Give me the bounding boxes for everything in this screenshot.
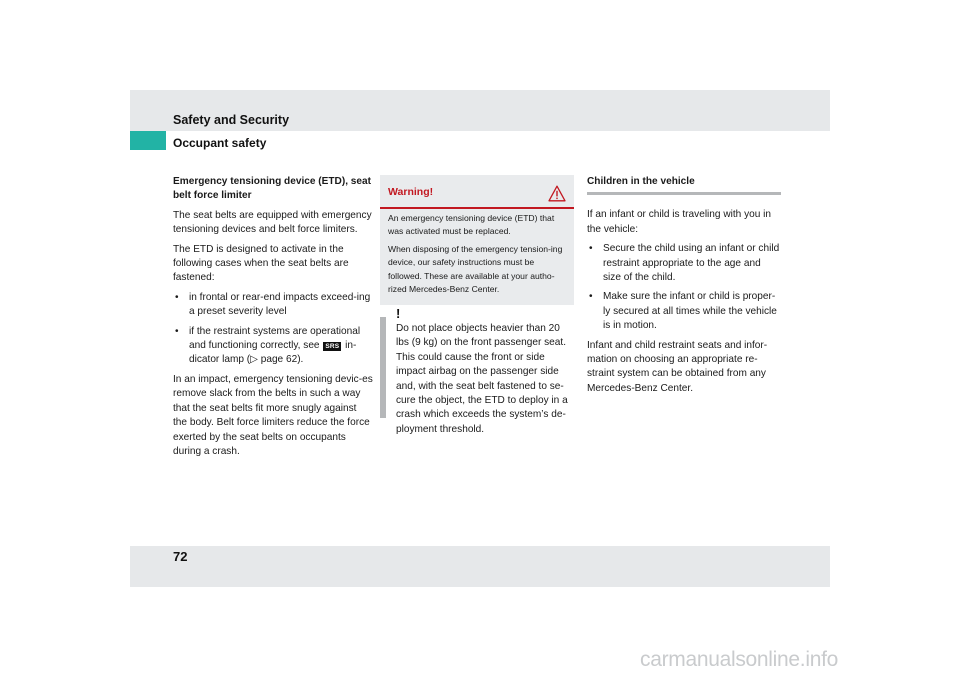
etd-heading: Emergency tensioning device (ETD), seat belt force limiter bbox=[173, 176, 372, 202]
warning-body bbox=[388, 212, 568, 300]
bullet-icon: • bbox=[175, 291, 179, 303]
list-item bbox=[587, 290, 781, 333]
bullet-icon: • bbox=[175, 325, 179, 337]
list-item bbox=[173, 291, 373, 320]
column-children bbox=[587, 175, 781, 401]
page-number: 72 bbox=[173, 549, 188, 564]
bullet-icon: • bbox=[589, 243, 593, 255]
section-title: Safety and Security bbox=[173, 113, 290, 127]
children-paragraph-2: Infant and child restraint seats and infor-mation on choosing an appropriate re-straint system can be obtained from any Mercedes-Benz Center. bbox=[587, 339, 768, 394]
notice-text: Do not place objects heavier than 20 lbs (9 kg) on the front passenger seat. This could cause the front or side impact airbag on the passenger side and, with the seat belt fastened to se-cure the object, the ETD to deploy in a crash which exceeds the system’s de-ployment threshold. bbox=[396, 323, 568, 435]
children-bullet-list bbox=[587, 242, 781, 333]
list-item-text-suffix: in-dicator lamp (▷ page 62). bbox=[189, 340, 357, 366]
list-item-text: Secure the child using an infant or child restraint appropriate to the age and size of the child. bbox=[603, 243, 780, 284]
watermark-text: carmanualsonline.info bbox=[640, 648, 838, 671]
notice-side-bar bbox=[380, 317, 386, 418]
exclamation-icon: ! bbox=[396, 306, 401, 321]
notice-box bbox=[380, 305, 574, 435]
srs-indicator-icon: SRS bbox=[325, 342, 340, 350]
warning-title: Warning! bbox=[388, 186, 434, 198]
footer-band bbox=[130, 546, 830, 587]
etd-paragraph-2: The ETD is designed to activate in the following cases when the seat belts are fastened: bbox=[173, 243, 349, 284]
warning-divider bbox=[380, 207, 574, 209]
column-etd bbox=[173, 175, 373, 464]
etd-bullet-list bbox=[173, 291, 373, 368]
children-heading: Children in the vehicle bbox=[587, 176, 695, 187]
list-item bbox=[587, 242, 781, 285]
etd-paragraph-1: The seat belts are equipped with emergency tensioning devices and belt force limiters. bbox=[173, 209, 372, 236]
list-item-text: if the restraint systems are operational and functioning correctly, see bbox=[189, 325, 361, 352]
warning-paragraph-2: When disposing of the emergency tension-ing device, our safety instructions must be followed. These are available at your autho-rized Mercedes-Benz Center. bbox=[388, 243, 563, 295]
children-paragraph-1: If an infant or child is traveling with you in the vehicle: bbox=[587, 209, 772, 235]
etd-paragraph-3: In an impact, emergency tensioning devic-es remove slack from the belts in such a way that the seat belts fit more snugly against the body. Belt force limiters reduce the force exerted by the seat belts on occupants during a crash. bbox=[173, 373, 373, 457]
warning-box bbox=[380, 175, 574, 305]
subsection-title: Occupant safety bbox=[173, 136, 267, 150]
header-accent-block bbox=[130, 131, 166, 150]
children-heading-rule bbox=[587, 192, 781, 195]
list-item-text: in frontal or rear-end impacts exceed-ing a preset severity level bbox=[189, 291, 371, 318]
bullet-icon: • bbox=[589, 291, 593, 303]
list-item bbox=[173, 325, 373, 368]
list-item-text: Make sure the infant or child is proper-ly secured at all times while the vehicle is in motion. bbox=[603, 291, 777, 332]
warning-triangle-icon bbox=[548, 185, 566, 202]
warning-paragraph-1: An emergency tensioning device (ETD) that was activated must be replaced. bbox=[388, 213, 555, 237]
